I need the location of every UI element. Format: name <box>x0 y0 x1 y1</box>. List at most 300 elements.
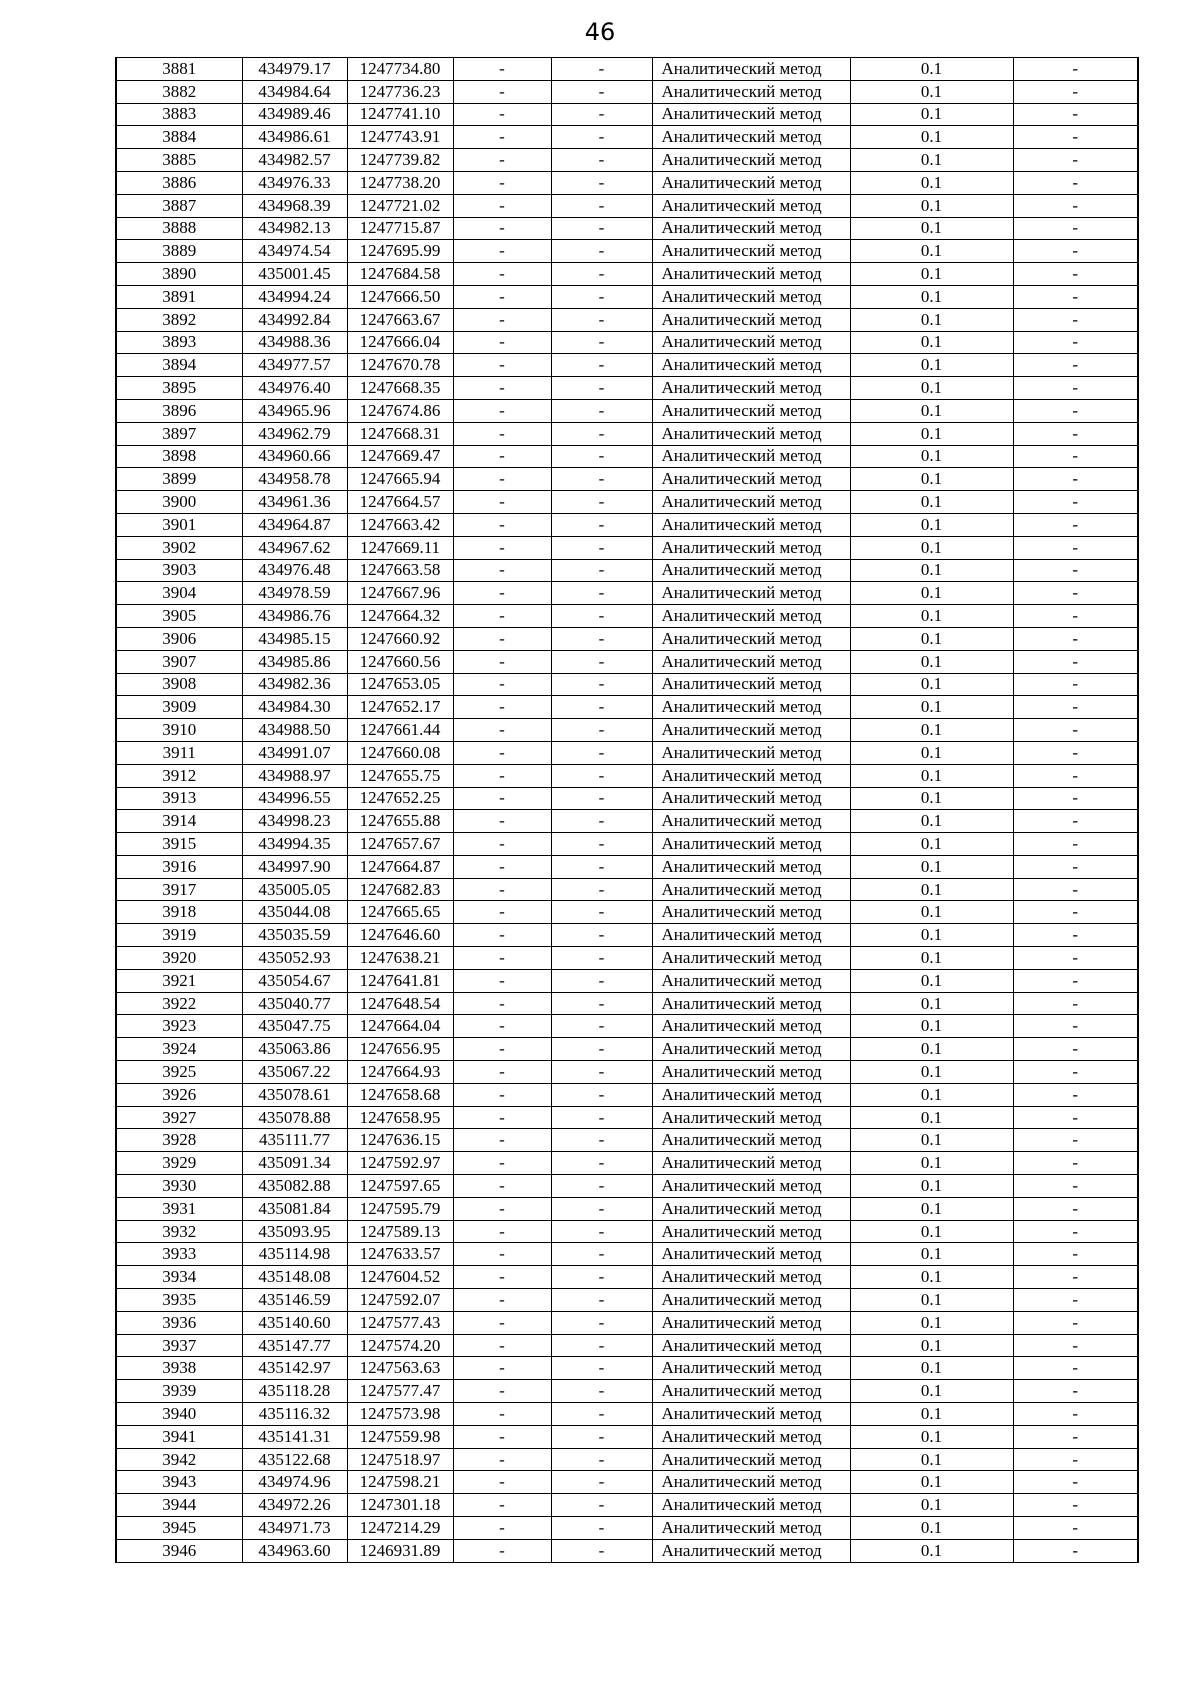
dash-cell-c: - <box>1013 1448 1138 1471</box>
dash-cell-c: - <box>1013 764 1138 787</box>
page-number: 46 <box>584 18 616 46</box>
dash-cell-b: - <box>551 1220 652 1243</box>
y-coordinate-cell: 1247664.57 <box>347 491 453 514</box>
accuracy-cell: 0.1 <box>850 263 1013 286</box>
y-coordinate-cell: 1247636.15 <box>347 1129 453 1152</box>
point-number-cell: 3888 <box>116 217 242 240</box>
accuracy-cell: 0.1 <box>850 445 1013 468</box>
dash-cell-c: - <box>1013 194 1138 217</box>
table-row <box>116 1425 1138 1448</box>
point-number-cell: 3920 <box>116 947 242 970</box>
point-number-cell: 3895 <box>116 377 242 400</box>
method-cell: Аналитический метод <box>652 1197 850 1220</box>
x-coordinate-cell: 434984.30 <box>242 696 347 719</box>
point-number-cell: 3905 <box>116 605 242 628</box>
dash-cell-a: - <box>453 1220 551 1243</box>
y-coordinate-cell: 1247653.05 <box>347 673 453 696</box>
dash-cell-b: - <box>551 582 652 605</box>
y-coordinate-cell: 1247741.10 <box>347 103 453 126</box>
x-coordinate-cell: 434985.86 <box>242 650 347 673</box>
dash-cell-c: - <box>1013 399 1138 422</box>
dash-cell-b: - <box>551 1266 652 1289</box>
dash-cell-b: - <box>551 399 652 422</box>
dash-cell-a: - <box>453 1152 551 1175</box>
dash-cell-a: - <box>453 80 551 103</box>
dash-cell-a: - <box>453 1015 551 1038</box>
method-cell: Аналитический метод <box>652 513 850 536</box>
y-coordinate-cell: 1247559.98 <box>347 1425 453 1448</box>
dash-cell-b: - <box>551 1289 652 1312</box>
y-coordinate-cell: 1247648.54 <box>347 992 453 1015</box>
method-cell: Аналитический метод <box>652 833 850 856</box>
table-row <box>116 696 1138 719</box>
accuracy-cell: 0.1 <box>850 1129 1013 1152</box>
dash-cell-b: - <box>551 855 652 878</box>
accuracy-cell: 0.1 <box>850 513 1013 536</box>
y-coordinate-cell: 1247664.04 <box>347 1015 453 1038</box>
dash-cell-a: - <box>453 149 551 172</box>
dash-cell-a: - <box>453 1494 551 1517</box>
dash-cell-b: - <box>551 696 652 719</box>
method-cell: Аналитический метод <box>652 80 850 103</box>
point-number-cell: 3923 <box>116 1015 242 1038</box>
y-coordinate-cell: 1247301.18 <box>347 1494 453 1517</box>
table-row <box>116 1334 1138 1357</box>
y-coordinate-cell: 1247573.98 <box>347 1403 453 1426</box>
point-number-cell: 3944 <box>116 1494 242 1517</box>
dash-cell-a: - <box>453 171 551 194</box>
dash-cell-b: - <box>551 58 652 81</box>
dash-cell-b: - <box>551 969 652 992</box>
y-coordinate-cell: 1247660.08 <box>347 741 453 764</box>
y-coordinate-cell: 1247598.21 <box>347 1471 453 1494</box>
y-coordinate-cell: 1247577.47 <box>347 1380 453 1403</box>
method-cell: Аналитический метод <box>652 947 850 970</box>
dash-cell-a: - <box>453 627 551 650</box>
method-cell: Аналитический метод <box>652 741 850 764</box>
method-cell: Аналитический метод <box>652 1334 850 1357</box>
x-coordinate-cell: 434991.07 <box>242 741 347 764</box>
dash-cell-c: - <box>1013 491 1138 514</box>
table-row <box>116 1152 1138 1175</box>
dash-cell-b: - <box>551 1403 652 1426</box>
x-coordinate-cell: 435147.77 <box>242 1334 347 1357</box>
y-coordinate-cell: 1247668.35 <box>347 377 453 400</box>
method-cell: Аналитический метод <box>652 1061 850 1084</box>
y-coordinate-cell: 1247663.58 <box>347 559 453 582</box>
point-number-cell: 3919 <box>116 924 242 947</box>
y-coordinate-cell: 1247597.65 <box>347 1175 453 1198</box>
accuracy-cell: 0.1 <box>850 1425 1013 1448</box>
dash-cell-a: - <box>453 1539 551 1562</box>
accuracy-cell: 0.1 <box>850 855 1013 878</box>
dash-cell-c: - <box>1013 513 1138 536</box>
x-coordinate-cell: 434985.15 <box>242 627 347 650</box>
accuracy-cell: 0.1 <box>850 1061 1013 1084</box>
table-row <box>116 536 1138 559</box>
dash-cell-a: - <box>453 1106 551 1129</box>
dash-cell-a: - <box>453 58 551 81</box>
y-coordinate-cell: 1247518.97 <box>347 1448 453 1471</box>
y-coordinate-cell: 1247657.67 <box>347 833 453 856</box>
y-coordinate-cell: 1247592.07 <box>347 1289 453 1312</box>
dash-cell-a: - <box>453 354 551 377</box>
dash-cell-c: - <box>1013 1334 1138 1357</box>
dash-cell-c: - <box>1013 1220 1138 1243</box>
x-coordinate-cell: 435081.84 <box>242 1197 347 1220</box>
table-row <box>116 787 1138 810</box>
table-row <box>116 719 1138 742</box>
dash-cell-b: - <box>551 1425 652 1448</box>
dash-cell-b: - <box>551 1243 652 1266</box>
x-coordinate-cell: 434992.84 <box>242 308 347 331</box>
dash-cell-c: - <box>1013 901 1138 924</box>
table-row <box>116 992 1138 1015</box>
y-coordinate-cell: 1247592.97 <box>347 1152 453 1175</box>
point-number-cell: 3891 <box>116 285 242 308</box>
dash-cell-b: - <box>551 308 652 331</box>
point-number-cell: 3935 <box>116 1289 242 1312</box>
y-coordinate-cell: 1247646.60 <box>347 924 453 947</box>
dash-cell-b: - <box>551 1038 652 1061</box>
table-row <box>116 445 1138 468</box>
accuracy-cell: 0.1 <box>850 627 1013 650</box>
accuracy-cell: 0.1 <box>850 1448 1013 1471</box>
x-coordinate-cell: 434961.36 <box>242 491 347 514</box>
method-cell: Аналитический метод <box>652 468 850 491</box>
dash-cell-c: - <box>1013 1106 1138 1129</box>
y-coordinate-cell: 1247667.96 <box>347 582 453 605</box>
y-coordinate-cell: 1247604.52 <box>347 1266 453 1289</box>
dash-cell-a: - <box>453 1471 551 1494</box>
table-row <box>116 1083 1138 1106</box>
table-row <box>116 377 1138 400</box>
method-cell: Аналитический метод <box>652 422 850 445</box>
method-cell: Аналитический метод <box>652 171 850 194</box>
table-row <box>116 103 1138 126</box>
dash-cell-c: - <box>1013 1517 1138 1540</box>
dash-cell-c: - <box>1013 468 1138 491</box>
accuracy-cell: 0.1 <box>850 1539 1013 1562</box>
table-row <box>116 1106 1138 1129</box>
method-cell: Аналитический метод <box>652 1175 850 1198</box>
dash-cell-b: - <box>551 217 652 240</box>
accuracy-cell: 0.1 <box>850 1106 1013 1129</box>
dash-cell-a: - <box>453 1334 551 1357</box>
x-coordinate-cell: 434986.61 <box>242 126 347 149</box>
y-coordinate-cell: 1247664.87 <box>347 855 453 878</box>
method-cell: Аналитический метод <box>652 331 850 354</box>
dash-cell-a: - <box>453 1243 551 1266</box>
dash-cell-a: - <box>453 399 551 422</box>
y-coordinate-cell: 1247656.95 <box>347 1038 453 1061</box>
dash-cell-c: - <box>1013 1083 1138 1106</box>
x-coordinate-cell: 434996.55 <box>242 787 347 810</box>
y-coordinate-cell: 1247652.25 <box>347 787 453 810</box>
x-coordinate-cell: 435047.75 <box>242 1015 347 1038</box>
point-number-cell: 3929 <box>116 1152 242 1175</box>
dash-cell-a: - <box>453 1517 551 1540</box>
method-cell: Аналитический метод <box>652 308 850 331</box>
table-row <box>116 1061 1138 1084</box>
dash-cell-b: - <box>551 764 652 787</box>
dash-cell-a: - <box>453 422 551 445</box>
accuracy-cell: 0.1 <box>850 1380 1013 1403</box>
dash-cell-c: - <box>1013 1289 1138 1312</box>
dash-cell-c: - <box>1013 1038 1138 1061</box>
dash-cell-a: - <box>453 1311 551 1334</box>
dash-cell-a: - <box>453 217 551 240</box>
y-coordinate-cell: 1247660.92 <box>347 627 453 650</box>
dash-cell-b: - <box>551 1061 652 1084</box>
table-row <box>116 1311 1138 1334</box>
dash-cell-b: - <box>551 1152 652 1175</box>
y-coordinate-cell: 1247721.02 <box>347 194 453 217</box>
dash-cell-a: - <box>453 810 551 833</box>
point-number-cell: 3921 <box>116 969 242 992</box>
dash-cell-a: - <box>453 992 551 1015</box>
table-row <box>116 969 1138 992</box>
table-row <box>116 924 1138 947</box>
table-row <box>116 1129 1138 1152</box>
method-cell: Аналитический метод <box>652 901 850 924</box>
table-row <box>116 1403 1138 1426</box>
method-cell: Аналитический метод <box>652 1106 850 1129</box>
table-row <box>116 1517 1138 1540</box>
accuracy-cell: 0.1 <box>850 1311 1013 1334</box>
dash-cell-c: - <box>1013 810 1138 833</box>
dash-cell-a: - <box>453 491 551 514</box>
accuracy-cell: 0.1 <box>850 1152 1013 1175</box>
table-row <box>116 171 1138 194</box>
dash-cell-a: - <box>453 103 551 126</box>
accuracy-cell: 0.1 <box>850 1220 1013 1243</box>
accuracy-cell: 0.1 <box>850 1243 1013 1266</box>
accuracy-cell: 0.1 <box>850 1471 1013 1494</box>
dash-cell-b: - <box>551 1539 652 1562</box>
y-coordinate-cell: 1247665.94 <box>347 468 453 491</box>
point-number-cell: 3915 <box>116 833 242 856</box>
point-number-cell: 3882 <box>116 80 242 103</box>
dash-cell-a: - <box>453 924 551 947</box>
point-number-cell: 3887 <box>116 194 242 217</box>
accuracy-cell: 0.1 <box>850 947 1013 970</box>
y-coordinate-cell: 1247695.99 <box>347 240 453 263</box>
dash-cell-a: - <box>453 833 551 856</box>
point-number-cell: 3940 <box>116 1403 242 1426</box>
y-coordinate-cell: 1247736.23 <box>347 80 453 103</box>
y-coordinate-cell: 1247663.42 <box>347 513 453 536</box>
accuracy-cell: 0.1 <box>850 1494 1013 1517</box>
point-number-cell: 3934 <box>116 1266 242 1289</box>
x-coordinate-cell: 435082.88 <box>242 1175 347 1198</box>
y-coordinate-cell: 1247682.83 <box>347 878 453 901</box>
accuracy-cell: 0.1 <box>850 58 1013 81</box>
accuracy-cell: 0.1 <box>850 1403 1013 1426</box>
method-cell: Аналитический метод <box>652 582 850 605</box>
method-cell: Аналитический метод <box>652 787 850 810</box>
method-cell: Аналитический метод <box>652 536 850 559</box>
dash-cell-a: - <box>453 764 551 787</box>
dash-cell-b: - <box>551 810 652 833</box>
x-coordinate-cell: 435040.77 <box>242 992 347 1015</box>
method-cell: Аналитический метод <box>652 1471 850 1494</box>
table-row <box>116 126 1138 149</box>
point-number-cell: 3902 <box>116 536 242 559</box>
accuracy-cell: 0.1 <box>850 1175 1013 1198</box>
x-coordinate-cell: 435122.68 <box>242 1448 347 1471</box>
dash-cell-b: - <box>551 924 652 947</box>
x-coordinate-cell: 434958.78 <box>242 468 347 491</box>
method-cell: Аналитический метод <box>652 1129 850 1152</box>
point-number-cell: 3917 <box>116 878 242 901</box>
x-coordinate-cell: 434971.73 <box>242 1517 347 1540</box>
x-coordinate-cell: 434986.76 <box>242 605 347 628</box>
dash-cell-c: - <box>1013 992 1138 1015</box>
method-cell: Аналитический метод <box>652 126 850 149</box>
x-coordinate-cell: 435111.77 <box>242 1129 347 1152</box>
x-coordinate-cell: 435093.95 <box>242 1220 347 1243</box>
table-row <box>116 1175 1138 1198</box>
dash-cell-b: - <box>551 947 652 970</box>
dash-cell-b: - <box>551 103 652 126</box>
table-body <box>116 58 1138 1563</box>
point-number-cell: 3884 <box>116 126 242 149</box>
dash-cell-b: - <box>551 263 652 286</box>
dash-cell-c: - <box>1013 1129 1138 1152</box>
table-row <box>116 58 1138 81</box>
point-number-cell: 3890 <box>116 263 242 286</box>
dash-cell-c: - <box>1013 650 1138 673</box>
x-coordinate-cell: 435114.98 <box>242 1243 347 1266</box>
method-cell: Аналитический метод <box>652 1015 850 1038</box>
method-cell: Аналитический метод <box>652 1494 850 1517</box>
accuracy-cell: 0.1 <box>850 1357 1013 1380</box>
x-coordinate-cell: 434997.90 <box>242 855 347 878</box>
x-coordinate-cell: 435140.60 <box>242 1311 347 1334</box>
coordinates-table <box>115 57 1139 1563</box>
method-cell: Аналитический метод <box>652 1539 850 1562</box>
accuracy-cell: 0.1 <box>850 194 1013 217</box>
point-number-cell: 3900 <box>116 491 242 514</box>
point-number-cell: 3922 <box>116 992 242 1015</box>
x-coordinate-cell: 435052.93 <box>242 947 347 970</box>
point-number-cell: 3881 <box>116 58 242 81</box>
method-cell: Аналитический метод <box>652 764 850 787</box>
accuracy-cell: 0.1 <box>850 741 1013 764</box>
table-row <box>116 513 1138 536</box>
dash-cell-b: - <box>551 1175 652 1198</box>
dash-cell-a: - <box>453 855 551 878</box>
x-coordinate-cell: 434989.46 <box>242 103 347 126</box>
x-coordinate-cell: 435146.59 <box>242 1289 347 1312</box>
y-coordinate-cell: 1247743.91 <box>347 126 453 149</box>
table-row <box>116 263 1138 286</box>
x-coordinate-cell: 435063.86 <box>242 1038 347 1061</box>
table-row <box>116 1015 1138 1038</box>
method-cell: Аналитический метод <box>652 1083 850 1106</box>
table-row <box>116 741 1138 764</box>
point-number-cell: 3908 <box>116 673 242 696</box>
dash-cell-b: - <box>551 1494 652 1517</box>
table-row <box>116 149 1138 172</box>
dash-cell-a: - <box>453 1061 551 1084</box>
dash-cell-a: - <box>453 559 551 582</box>
accuracy-cell: 0.1 <box>850 810 1013 833</box>
table-row <box>116 764 1138 787</box>
table-row <box>116 1220 1138 1243</box>
dash-cell-c: - <box>1013 627 1138 650</box>
dash-cell-c: - <box>1013 1494 1138 1517</box>
x-coordinate-cell: 435148.08 <box>242 1266 347 1289</box>
dash-cell-a: - <box>453 1425 551 1448</box>
dash-cell-a: - <box>453 1266 551 1289</box>
dash-cell-a: - <box>453 1038 551 1061</box>
dash-cell-c: - <box>1013 1471 1138 1494</box>
dash-cell-a: - <box>453 263 551 286</box>
y-coordinate-cell: 1247661.44 <box>347 719 453 742</box>
method-cell: Аналитический метод <box>652 354 850 377</box>
dash-cell-b: - <box>551 1357 652 1380</box>
dash-cell-a: - <box>453 673 551 696</box>
dash-cell-b: - <box>551 1380 652 1403</box>
dash-cell-c: - <box>1013 240 1138 263</box>
table-row <box>116 399 1138 422</box>
dash-cell-a: - <box>453 445 551 468</box>
accuracy-cell: 0.1 <box>850 878 1013 901</box>
dash-cell-c: - <box>1013 787 1138 810</box>
method-cell: Аналитический метод <box>652 194 850 217</box>
x-coordinate-cell: 434998.23 <box>242 810 347 833</box>
dash-cell-b: - <box>551 240 652 263</box>
table-row <box>116 468 1138 491</box>
y-coordinate-cell: 1247669.11 <box>347 536 453 559</box>
point-number-cell: 3916 <box>116 855 242 878</box>
method-cell: Аналитический метод <box>652 285 850 308</box>
dash-cell-c: - <box>1013 1015 1138 1038</box>
x-coordinate-cell: 435078.88 <box>242 1106 347 1129</box>
dash-cell-c: - <box>1013 1425 1138 1448</box>
y-coordinate-cell: 1247684.58 <box>347 263 453 286</box>
dash-cell-c: - <box>1013 377 1138 400</box>
method-cell: Аналитический метод <box>652 149 850 172</box>
point-number-cell: 3926 <box>116 1083 242 1106</box>
dash-cell-c: - <box>1013 1266 1138 1289</box>
method-cell: Аналитический метод <box>652 1311 850 1334</box>
dash-cell-a: - <box>453 536 551 559</box>
table-row <box>116 855 1138 878</box>
method-cell: Аналитический метод <box>652 1152 850 1175</box>
dash-cell-a: - <box>453 285 551 308</box>
dash-cell-c: - <box>1013 285 1138 308</box>
accuracy-cell: 0.1 <box>850 764 1013 787</box>
dash-cell-b: - <box>551 1015 652 1038</box>
table-row <box>116 240 1138 263</box>
x-coordinate-cell: 435078.61 <box>242 1083 347 1106</box>
point-number-cell: 3939 <box>116 1380 242 1403</box>
point-number-cell: 3943 <box>116 1471 242 1494</box>
y-coordinate-cell: 1247739.82 <box>347 149 453 172</box>
dash-cell-a: - <box>453 308 551 331</box>
method-cell: Аналитический метод <box>652 696 850 719</box>
dash-cell-a: - <box>453 377 551 400</box>
dash-cell-c: - <box>1013 1197 1138 1220</box>
dash-cell-b: - <box>551 285 652 308</box>
method-cell: Аналитический метод <box>652 650 850 673</box>
table-row <box>116 1380 1138 1403</box>
y-coordinate-cell: 1247664.32 <box>347 605 453 628</box>
y-coordinate-cell: 1247638.21 <box>347 947 453 970</box>
